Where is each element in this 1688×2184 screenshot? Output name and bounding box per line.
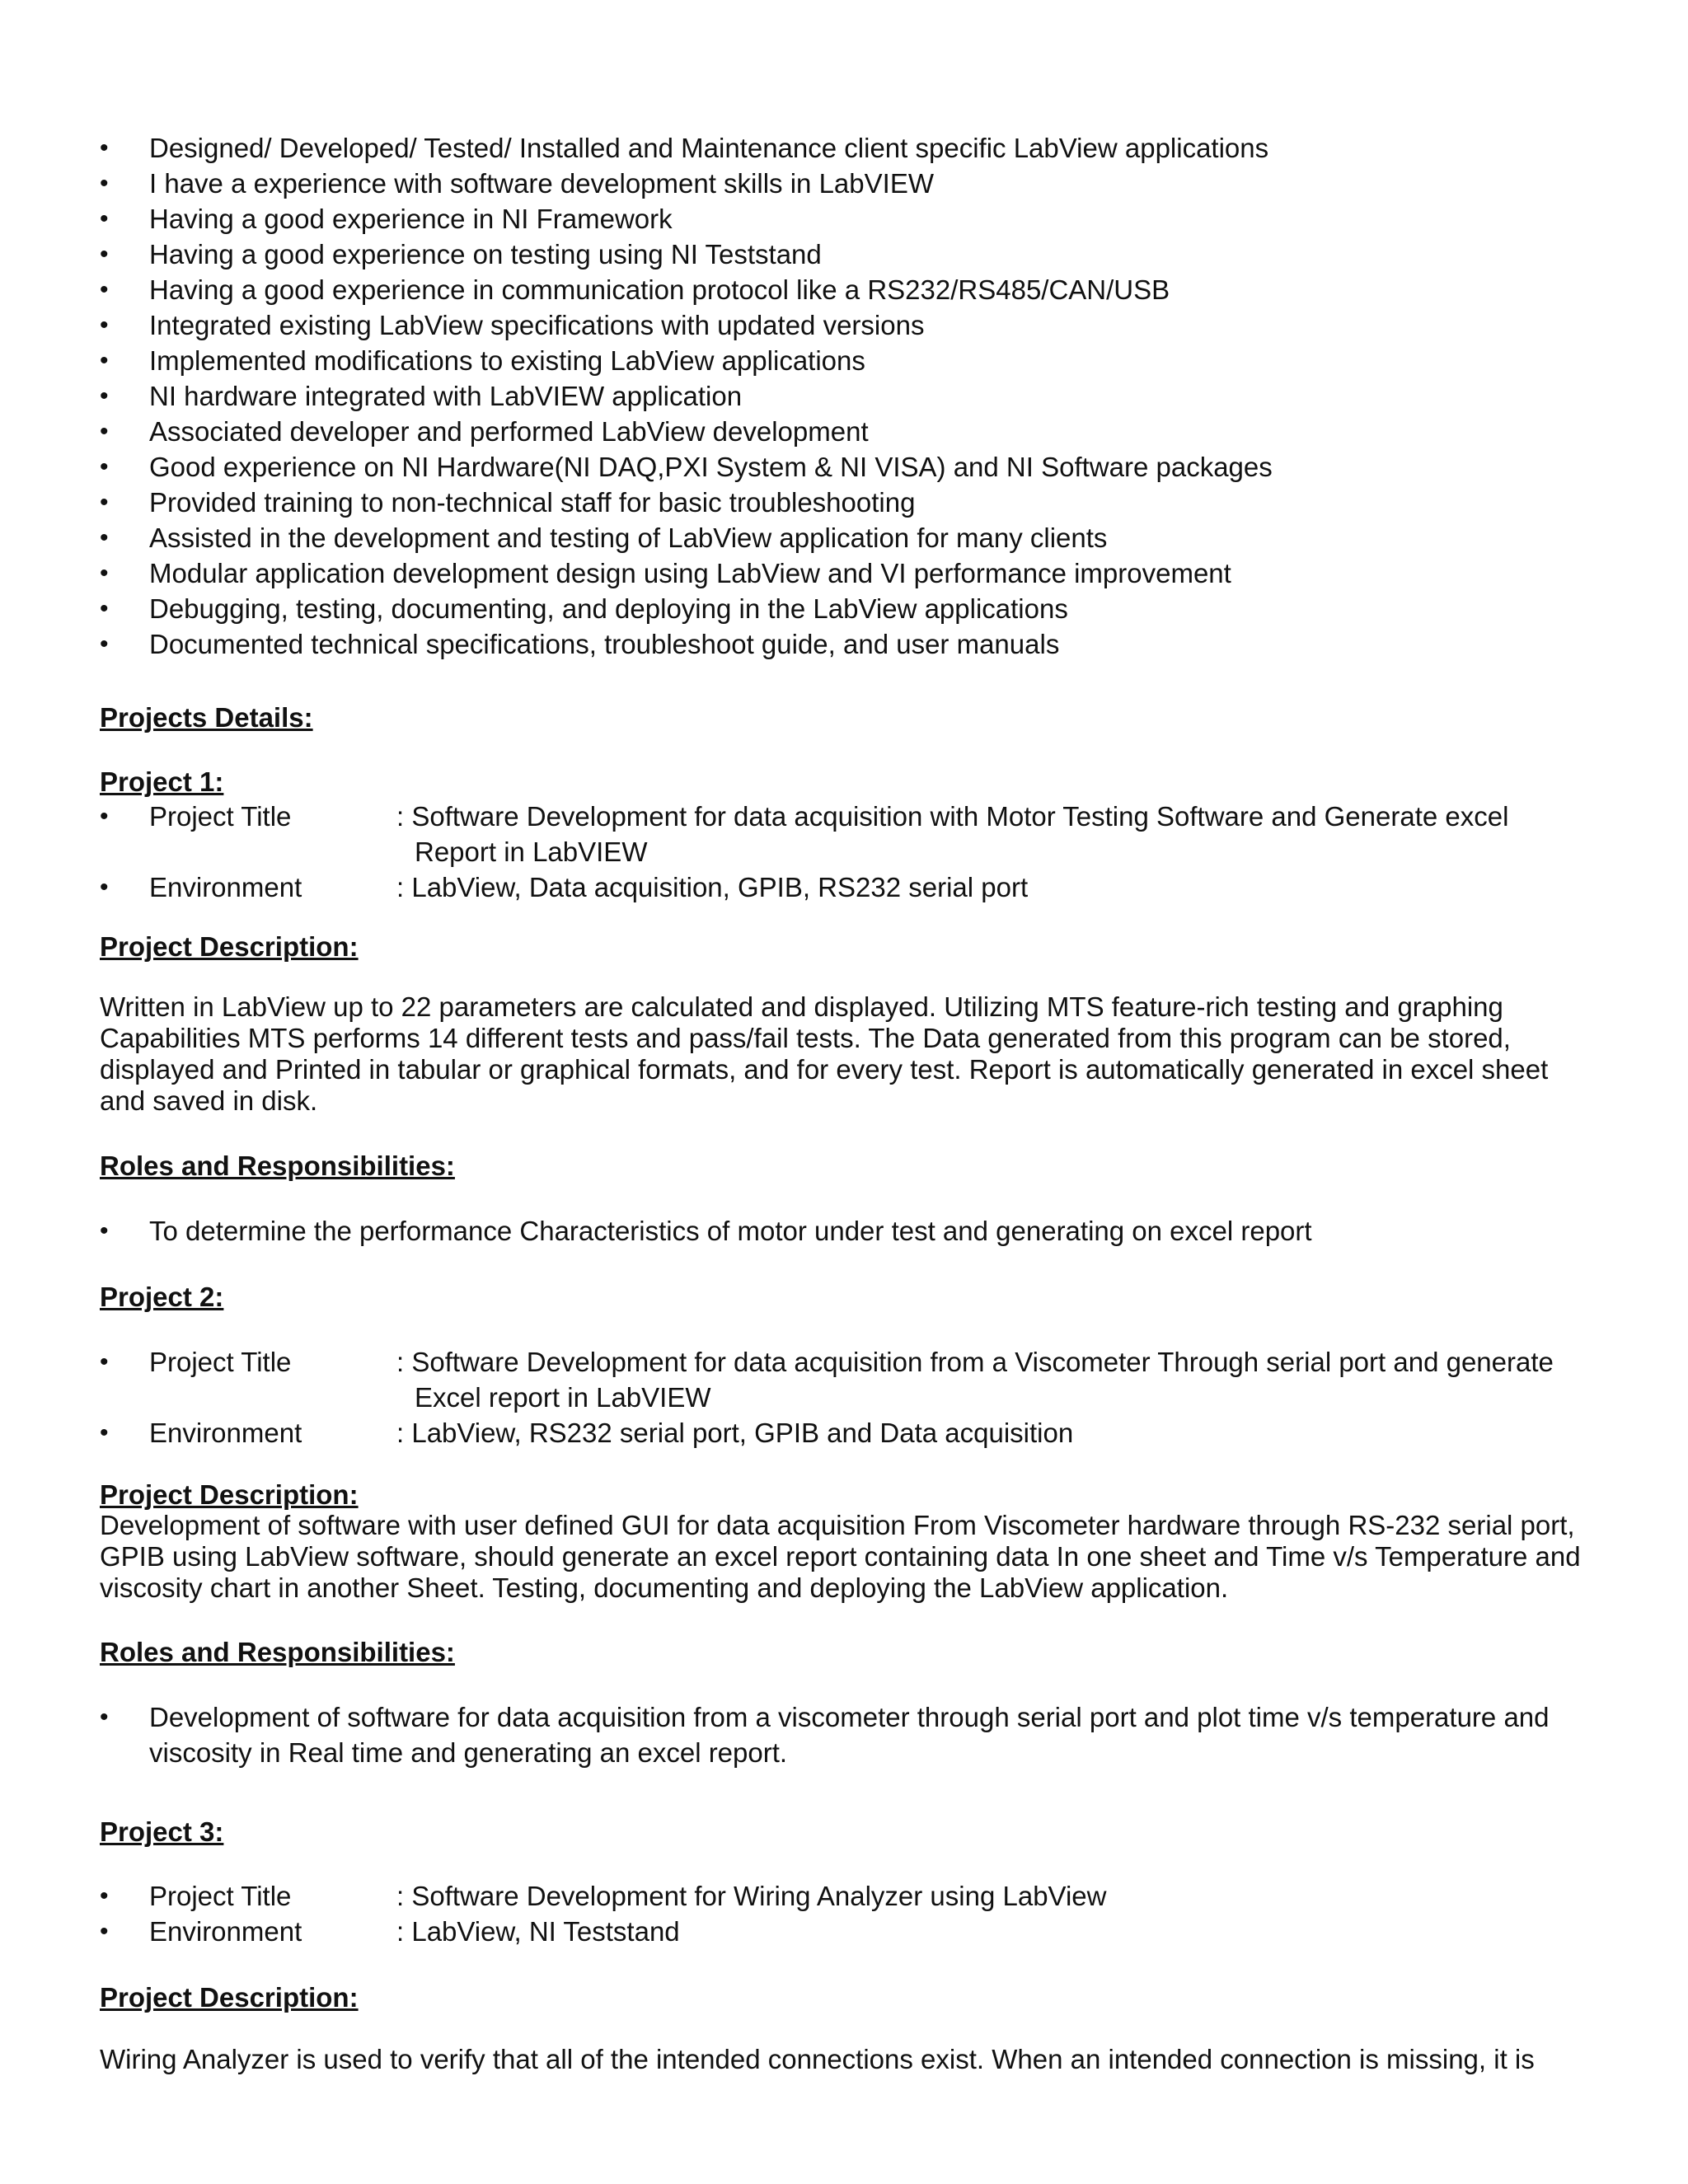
project1-fields — [100, 799, 1583, 905]
project1-roles — [100, 1213, 1583, 1249]
project2-env-row — [100, 1415, 1583, 1451]
environment-label: • Environment — [149, 1916, 302, 1947]
project1-title-row — [100, 799, 1583, 869]
list-item: • Implemented modifications to existing LabView applications — [100, 343, 1583, 378]
project-title-label: • Project Title — [149, 1881, 292, 1911]
environment-value: : LabView, Data acquisition, GPIB, RS232 serial port — [396, 872, 1029, 902]
project-title-label: • Project Title — [149, 801, 292, 832]
skills-section — [100, 130, 1583, 662]
project2-description — [100, 1510, 1583, 1604]
project-title-value: : Software Development for Wiring Analyzer using LabView — [396, 1881, 1107, 1911]
list-item: • Integrated existing LabView specifications with updated versions — [100, 307, 1583, 343]
project3-description — [100, 2044, 1583, 2075]
project2-roles — [100, 1699, 1583, 1770]
environment-value: : LabView, RS232 serial port, GPIB and Data acquisition — [396, 1418, 1074, 1448]
list-item: • Documented technical specifications, troubleshoot guide, and user manuals — [100, 626, 1583, 662]
project3-description-heading: Project Description: — [100, 1982, 359, 2013]
list-item: • Development of software for data acquisition from a viscometer through serial port and plot time v/s temperature and viscosity in Real time and generating an excel report. — [100, 1699, 1583, 1770]
environment-label: • Environment — [149, 872, 302, 902]
environment-value: : LabView, NI Teststand — [396, 1916, 680, 1947]
list-item: • Good experience on NI Hardware(NI DAQ,PXI System & NI VISA) and NI Software packages — [100, 449, 1583, 485]
project3-env-row — [100, 1914, 1583, 1949]
list-item: • Associated developer and performed LabView development — [100, 414, 1583, 449]
project-title-value: : Software Development for data acquisition with Motor Testing Software and Generate excel Report in LabVIEW — [396, 801, 1509, 867]
skills-list — [100, 130, 1583, 662]
project1-description-heading: Project Description: — [100, 931, 359, 962]
project2-title-row — [100, 1344, 1583, 1415]
description-text: Development of software with user defined GUI for data acquisition From Viscometer hardware through RS-232 serial port, GPIB using LabView software, should generate an excel report containing data In one sheet and Time v/s Temperature and viscosity chart in another Sheet. Testing, documenting and deploying the LabView application. — [100, 1510, 1581, 1603]
description-text: Wiring Analyzer is used to verify that all of the intended connections exist. When an intended connection is missing, it is — [100, 2044, 1535, 2074]
project2-heading: Project 2: — [100, 1282, 224, 1312]
list-item: • Provided training to non-technical staff for basic troubleshooting — [100, 485, 1583, 520]
project2-roles-heading: Roles and Responsibilities: — [100, 1637, 455, 1667]
project2-description-heading: Project Description: — [100, 1479, 359, 1510]
project1-description — [100, 991, 1583, 1117]
list-item: • Modular application development design using LabView and VI performance improvement — [100, 555, 1583, 591]
environment-label: • Environment — [149, 1418, 302, 1448]
project-title-label: • Project Title — [149, 1347, 292, 1377]
list-item: • Having a good experience in communication protocol like a RS232/RS485/CAN/USB — [100, 272, 1583, 307]
list-item: • Debugging, testing, documenting, and deploying in the LabView applications — [100, 591, 1583, 626]
list-item: • Assisted in the development and testing of LabView application for many clients — [100, 520, 1583, 555]
list-item: • Having a good experience on testing using NI Teststand — [100, 237, 1583, 272]
project2-fields — [100, 1344, 1583, 1451]
project1-heading: Project 1: — [100, 766, 224, 797]
projects-heading: Projects Details: — [100, 702, 313, 733]
description-text: Written in LabView up to 22 parameters are calculated and displayed. Utilizing MTS feature-rich testing and graphing Capabilities MTS performs 14 different tests and pass/fail tests. The Data generated from this program can be stored, displayed and Printed in tabular or graphical formats, and for every test. Report is automatically generated in excel sheet and saved in disk. — [100, 991, 1549, 1116]
list-item: • I have a experience with software development skills in LabVIEW — [100, 166, 1583, 201]
list-item: • Having a good experience in NI Framework — [100, 201, 1583, 237]
project1-env-row — [100, 869, 1583, 905]
project3-heading: Project 3: — [100, 1816, 224, 1847]
list-item: • NI hardware integrated with LabVIEW application — [100, 378, 1583, 414]
project3-fields — [100, 1878, 1583, 1949]
project-title-value: : Software Development for data acquisition from a Viscometer Through serial port and generate Excel report in LabVIEW — [396, 1347, 1554, 1413]
project1-roles-heading: Roles and Responsibilities: — [100, 1151, 455, 1181]
list-item: • Designed/ Developed/ Tested/ Installed and Maintenance client specific LabView applications — [100, 130, 1583, 166]
list-item: • To determine the performance Characteristics of motor under test and generating on excel report — [100, 1213, 1583, 1249]
project3-title-row — [100, 1878, 1583, 1914]
